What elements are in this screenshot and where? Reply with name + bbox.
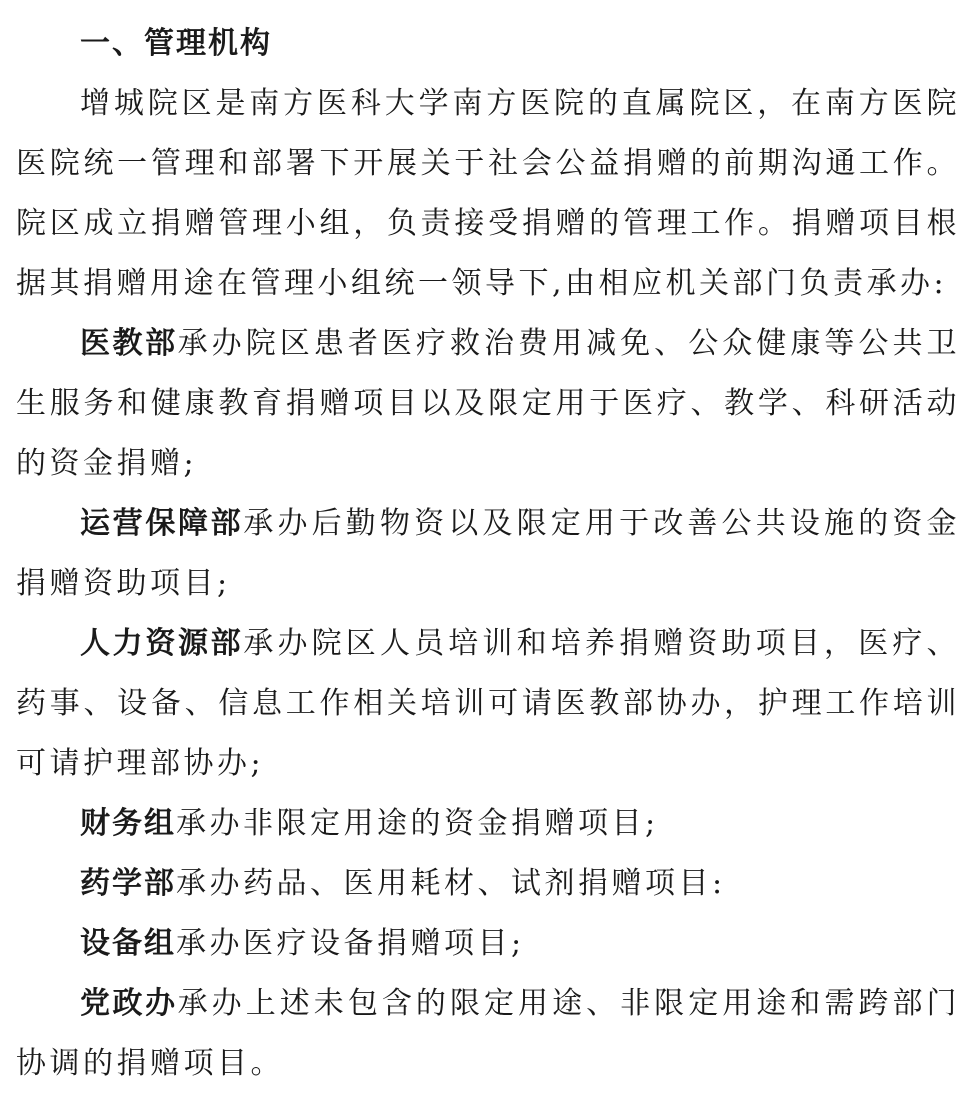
dept-name: 运营保障部 (80, 506, 244, 541)
dept-duty: 承办后勤物资以及限定用于改善公共设施的资金捐赠资助项目; (16, 506, 961, 601)
dept-duty: 承办非限定用途的资金捐赠项目; (176, 806, 659, 841)
dept-duty: 承办药品、医用耗材、试剂捐赠项目: (176, 866, 726, 901)
dept-duty: 承办院区患者医疗救治费用减免、公众健康等公共卫生服务和健康教育捐赠项目以及限定用于医疗、教学、科研活动的资金捐赠; (16, 326, 961, 481)
section-heading: 一、管理机构 (80, 26, 272, 61)
dept-name: 设备组 (80, 926, 176, 961)
dept-name: 人力资源部 (80, 626, 244, 661)
intro-paragraph: 增城院区是南方医科大学南方医院的直属院区，在南方医院医院统一管理和部署下开展关于社会公益捐赠的前期沟通工作。院区成立捐赠管理小组，负责接受捐赠的管理工作。捐赠项目根据其捐赠用途在管理小组统一领导下,由相应机关部门负责承办: (16, 86, 960, 301)
dept-paragraph-finance (16, 794, 960, 854)
dept-duty: 承办上述未包含的限定用途、非限定用途和需跨部门协调的捐赠项目。 (16, 986, 961, 1081)
dept-paragraph-equipment (16, 914, 960, 974)
dept-name: 党政办 (80, 986, 178, 1021)
dept-paragraph-operations (16, 494, 960, 614)
dept-duty: 承办院区人员培训和培养捐赠资助项目，医疗、药事、设备、信息工作相关培训可请医教部协办，护理工作培训可请护理部协办; (16, 626, 961, 781)
document-page (16, 14, 960, 1094)
dept-paragraph-medical-education (16, 314, 960, 494)
dept-name: 医教部 (80, 326, 178, 361)
dept-name: 药学部 (80, 866, 176, 901)
dept-paragraph-human-resources (16, 614, 960, 794)
dept-duty: 承办医疗设备捐赠项目; (176, 926, 525, 961)
dept-paragraph-pharmacy (16, 854, 960, 914)
dept-paragraph-party-office (16, 974, 960, 1094)
dept-name: 财务组 (80, 806, 176, 841)
